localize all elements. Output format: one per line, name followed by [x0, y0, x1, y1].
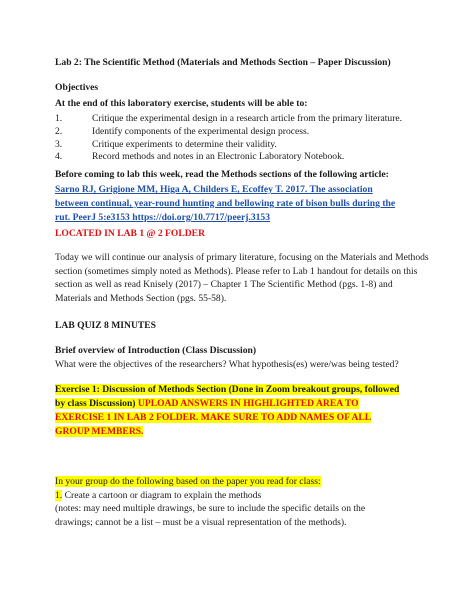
objectives-heading: Objectives: [55, 82, 99, 93]
objective-number: 1.: [55, 113, 63, 124]
objective-text: Critique experiments to determine their validity.: [92, 139, 277, 150]
group-task-intro: [55, 476, 455, 488]
objective-text: Critique the experimental design in a research article from the primary literature.: [92, 113, 403, 124]
brief-overview-question: What were the objectives of the researchers? What hypothesis(es) were/was being tested?: [55, 359, 399, 370]
exercise-heading: [55, 398, 455, 410]
before-lab-instruction: Before coming to lab this week, read the Methods sections of the following article:: [55, 169, 389, 180]
exercise-heading-text: by class Discussion): [55, 398, 138, 409]
exercise-heading: [55, 412, 455, 424]
article-citation-link[interactable]: rut. PeerJ 5:e3153 https://doi.org/10.7717/peerj.3153: [55, 212, 271, 223]
quiz-heading: LAB QUIZ 8 MINUTES: [55, 320, 157, 331]
exercise-heading-text: Exercise 1: Discussion of Methods Section (Done in Zoom breakout groups, followed: [55, 384, 400, 395]
upload-instruction: GROUP MEMBERS.: [55, 426, 144, 437]
page-title: Lab 2: The Scientific Method (Materials and Methods Section – Paper Discussion): [55, 57, 391, 68]
upload-instruction: EXERCISE 1 IN LAB 2 FOLDER. MAKE SURE TO ADD NAMES OF ALL: [55, 412, 372, 423]
group-task-note: drawings; cannot be a list – must be a visual representation of the methods).: [55, 517, 347, 528]
objective-text: Record methods and notes in an Electronic Laboratory Notebook.: [92, 151, 345, 162]
body-paragraph-line: Today we will continue our analysis of primary literature, focusing on the Materials and Methods: [55, 252, 429, 263]
body-paragraph-line: section as well as read Knisely (2017) – Chapter 1 The Scientific Method (pgs. 1-8) and: [55, 279, 393, 290]
objectives-intro: At the end of this laboratory exercise, students will be able to:: [55, 98, 308, 109]
group-task-number: 1.: [55, 490, 63, 501]
article-citation-link[interactable]: between continual, year-round hunting and bellowing rate of bison bulls during the: [55, 198, 396, 209]
exercise-heading: [55, 384, 455, 396]
group-task-text: Create a cartoon or diagram to explain the methods: [62, 490, 262, 501]
group-task-note: (notes: may need multiple drawings, be sure to include the specific details on the: [55, 503, 366, 514]
brief-overview-heading: Brief overview of Introduction (Class Discussion): [55, 345, 257, 356]
objective-text: Identify components of the experimental design process.: [92, 126, 310, 137]
upload-instruction: UPLOAD ANSWERS IN HIGHLIGHTED AREA TO: [137, 398, 359, 409]
objective-number: 4.: [55, 151, 63, 162]
body-paragraph-line: section (sometimes simply noted as Methods). Please refer to Lab 1 handout for details on this: [55, 266, 418, 277]
objective-number: 2.: [55, 126, 63, 137]
body-paragraph-line: Materials and Methods Section (pgs. 55-58).: [55, 293, 227, 304]
group-task-item: [55, 490, 455, 502]
exercise-heading: [55, 426, 455, 438]
article-citation-link[interactable]: Sarno RJ, Grigione MM, Higa A, Childers E, Ecoffey T. 2017. The association: [55, 184, 373, 195]
folder-location-note: LOCATED IN LAB 1 @ 2 FOLDER: [55, 228, 206, 239]
objective-number: 3.: [55, 139, 63, 150]
group-task-intro-text: In your group do the following based on the paper you read for class:: [55, 476, 321, 487]
